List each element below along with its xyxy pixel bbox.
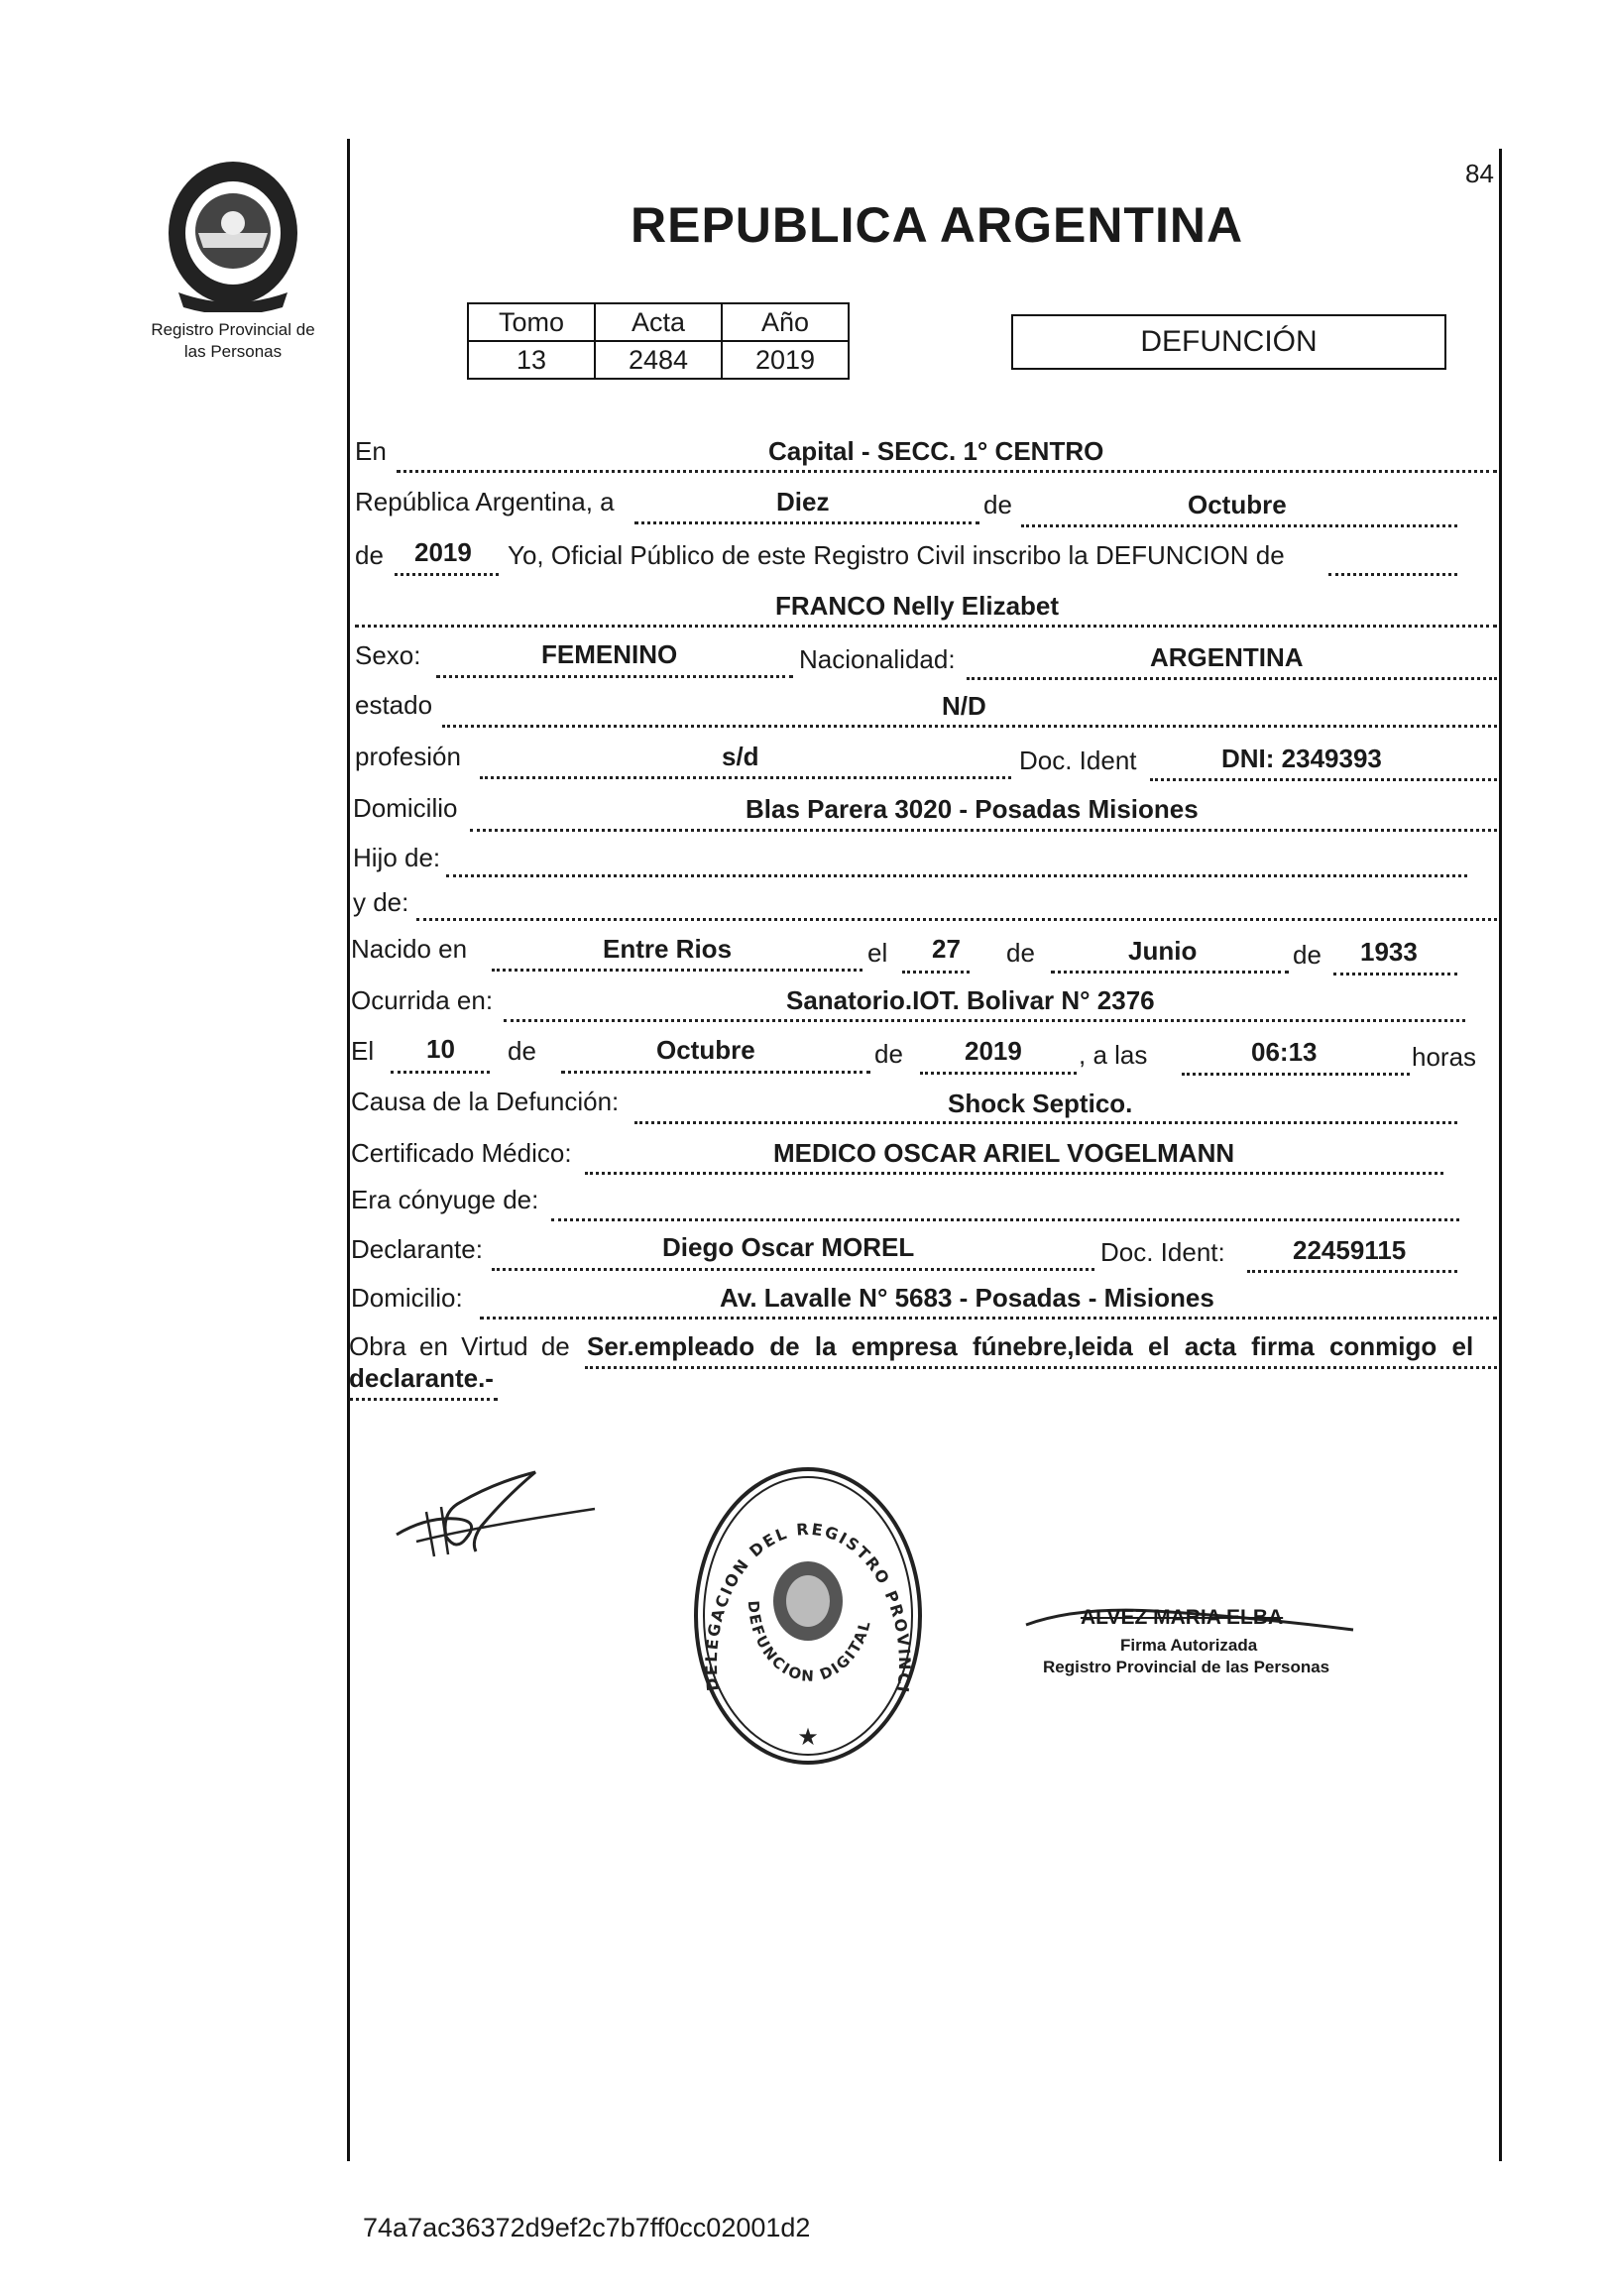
- document-hash: 74a7ac36372d9ef2c7b7ff0cc02001d2: [363, 2213, 811, 2242]
- left-border-line: [347, 139, 350, 2161]
- oficial-dots: [1328, 573, 1457, 576]
- de2-label: de: [355, 540, 384, 570]
- oficial-text: Yo, Oficial Público de este Registro Civil inscribo la DEFUNCION de: [508, 540, 1285, 570]
- doc2-dots: [1247, 1270, 1457, 1273]
- profesion-dots: [480, 776, 1011, 779]
- estado-dots: [442, 725, 1497, 728]
- signer-name: ALVEZ MARIA ELBA: [1081, 1606, 1284, 1629]
- def-anio-dots: [920, 1072, 1077, 1075]
- doc2-value: 22459115: [1293, 1235, 1407, 1265]
- domicilio-label: Domicilio: [353, 793, 458, 823]
- nac-dia-dots: [902, 971, 970, 974]
- mes-dots: [1021, 524, 1457, 527]
- doc2-label: Doc. Ident:: [1100, 1237, 1225, 1267]
- obra-value-line2: declarante.-: [349, 1363, 494, 1393]
- dia-value: Diez: [776, 487, 830, 517]
- profesion-label: profesión: [355, 742, 461, 771]
- domicilio2-label: Domicilio:: [351, 1283, 463, 1313]
- province-logo: [159, 154, 307, 312]
- signer-org: Registro Provincial de las Personas: [1043, 1658, 1330, 1676]
- anio-dots: [395, 573, 499, 576]
- yde-label: y de:: [353, 887, 409, 917]
- causa-dots: [634, 1121, 1457, 1124]
- nacido-dots: [492, 969, 862, 972]
- de-label: de: [983, 490, 1012, 519]
- obra-dots: [585, 1366, 1497, 1369]
- causa-label: Causa de la Defunción:: [351, 1087, 620, 1116]
- dia-dots: [634, 521, 979, 524]
- acta-header: Acta: [595, 303, 722, 341]
- official-signature: [387, 1457, 605, 1576]
- certificado-label: Certificado Médico:: [351, 1138, 572, 1168]
- el2-label: El: [351, 1036, 375, 1066]
- defuncion-type-box: [1011, 314, 1446, 370]
- en-value: Capital - SECC. 1° CENTRO: [768, 436, 1104, 466]
- logo-caption: [129, 319, 337, 363]
- domicilio-dots: [470, 829, 1497, 832]
- sexo-dots: [436, 675, 793, 678]
- certificado-dots: [585, 1172, 1443, 1175]
- doc-label: Doc. Ident: [1019, 746, 1137, 775]
- mes-value: Octubre: [1188, 490, 1287, 519]
- ocurrida-dots: [504, 1019, 1465, 1022]
- official-stamp: [689, 1462, 927, 1770]
- en-label: En: [355, 436, 387, 466]
- yde-dots: [416, 918, 1497, 921]
- nombre-value: FRANCO Nelly Elizabet: [775, 591, 1060, 621]
- logo-caption-line1: Registro Provincial de: [151, 320, 315, 339]
- def-dia-dots: [391, 1071, 490, 1074]
- page-title: REPUBLICA ARGENTINA: [631, 197, 1244, 253]
- nacionalidad-value: ARGENTINA: [1150, 642, 1304, 672]
- horas-label: horas: [1412, 1042, 1477, 1072]
- anio-header: Año: [722, 303, 849, 341]
- sexo-label: Sexo:: [355, 640, 421, 670]
- nac-dia-value: 27: [932, 934, 961, 964]
- authorized-signature-block: [1021, 1606, 1358, 1677]
- anio-value: 2019: [414, 537, 472, 567]
- nac-mes-value: Junio: [1128, 936, 1198, 966]
- nac-el-label: el: [867, 938, 888, 968]
- obra-value-line1: Ser.empleado de la empresa fúnebre,leida el acta firma conmigo el: [587, 1331, 1474, 1361]
- nacido-label: Nacido en: [351, 934, 468, 964]
- nac-de1-label: de: [1006, 938, 1035, 968]
- signer-role: Firma Autorizada: [1120, 1636, 1258, 1655]
- obra-dots-line2: [349, 1398, 498, 1401]
- ocurrida-value: Sanatorio.IOT. Bolivar N° 2376: [786, 985, 1155, 1015]
- nacido-value: Entre Rios: [603, 934, 733, 964]
- republica-label: República Argentina, a: [355, 487, 615, 517]
- reference-table: [467, 302, 850, 380]
- domicilio-value: Blas Parera 3020 - Posadas Misiones: [746, 794, 1199, 824]
- svg-text:★: ★: [797, 1723, 819, 1751]
- stamp-inner-text: DEFUNCION DIGITAL: [744, 1599, 875, 1685]
- nac-anio-dots: [1333, 973, 1457, 976]
- logo-caption-line2: las Personas: [183, 342, 283, 361]
- estado-value: N/D: [942, 691, 986, 721]
- def-mes-value: Octubre: [656, 1035, 755, 1065]
- nombre-dots: [355, 625, 1497, 628]
- right-border-line: [1499, 149, 1502, 2161]
- alas-label: , a las: [1079, 1040, 1148, 1070]
- conyuge-label: Era cónyuge de:: [351, 1185, 539, 1214]
- sexo-value: FEMENINO: [541, 639, 678, 669]
- nacionalidad-dots: [967, 677, 1497, 680]
- def-de2-label: de: [874, 1039, 903, 1069]
- hijo-label: Hijo de:: [353, 843, 441, 872]
- hijo-dots: [446, 874, 1467, 877]
- def-de1-label: de: [508, 1036, 536, 1066]
- doc-dots: [1150, 778, 1497, 781]
- tomo-value: 13: [468, 341, 595, 379]
- obra-label: Obra en Virtud de: [349, 1331, 570, 1361]
- nac-mes-dots: [1051, 971, 1289, 974]
- ocurrida-label: Ocurrida en:: [351, 985, 494, 1015]
- def-anio-value: 2019: [965, 1036, 1022, 1066]
- estado-label: estado: [355, 690, 433, 720]
- def-dia-value: 10: [426, 1034, 455, 1064]
- causa-value: Shock Septico.: [948, 1089, 1133, 1118]
- conyuge-dots: [551, 1218, 1459, 1221]
- nac-de2-label: de: [1293, 940, 1322, 970]
- declarante-value: Diego Oscar MOREL: [662, 1232, 915, 1262]
- page-number: 84: [1465, 159, 1494, 188]
- anio-value: 2019: [722, 341, 849, 379]
- declarante-dots: [492, 1268, 1094, 1271]
- declarante-label: Declarante:: [351, 1234, 483, 1264]
- tomo-header: Tomo: [468, 303, 595, 341]
- domicilio2-value: Av. Lavalle N° 5683 - Posadas - Misiones: [720, 1283, 1214, 1313]
- stamp-outer-text: DELEGACION DEL REGISTRO PROVINCI: [701, 1519, 915, 1696]
- domicilio2-dots: [480, 1317, 1497, 1320]
- def-hora-value: 06:13: [1251, 1037, 1318, 1067]
- profesion-value: s/d: [722, 742, 759, 771]
- doc-value: DNI: 2349393: [1221, 744, 1382, 773]
- nacionalidad-label: Nacionalidad:: [799, 644, 956, 674]
- nac-anio-value: 1933: [1360, 937, 1418, 967]
- defuncion-type-label: DEFUNCIÓN: [1140, 325, 1318, 358]
- en-dots: [397, 470, 1497, 473]
- certificado-value: MEDICO OSCAR ARIEL VOGELMANN: [773, 1138, 1235, 1168]
- def-mes-dots: [561, 1071, 870, 1074]
- acta-value: 2484: [595, 341, 722, 379]
- def-hora-dots: [1182, 1073, 1410, 1076]
